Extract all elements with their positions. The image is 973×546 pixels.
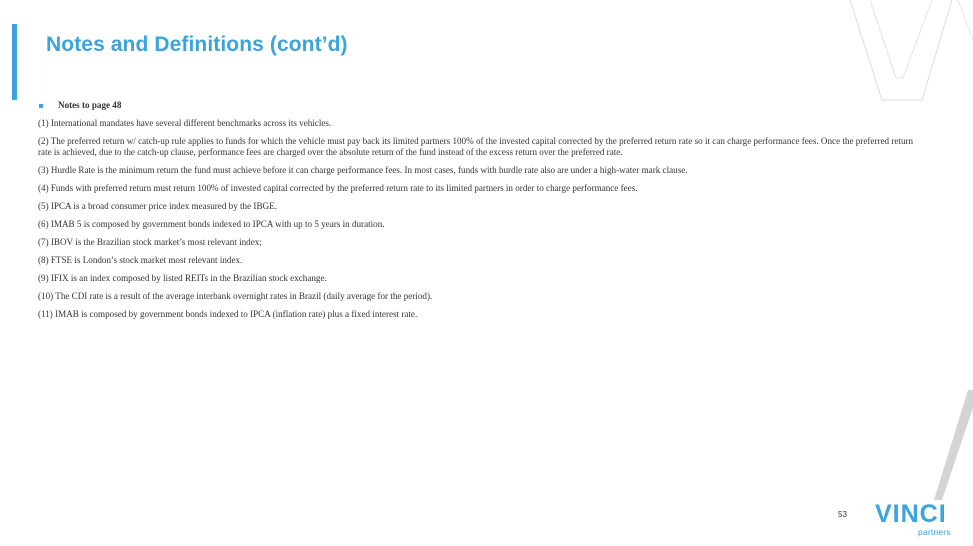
vinci-partners-logo bbox=[872, 500, 962, 543]
note-9: (9) IFIX is an index composed by listed REITs in the Brazilian stock exchange. bbox=[38, 273, 327, 284]
note-6: (6) IMAB 5 is composed by government bonds indexed to IPCA with up to 5 years in duration. bbox=[38, 219, 385, 230]
note-2: (2) The preferred return w/ catch-up rule applies to funds for which the vehicle must pay back its limited partners 100% of the invested capital corrected by the preferred return rate so it can charge performance fees. Once the preferred return rate is achieved, due to the catch-up clause, performance fees are charged over the absolute return of the fund instead of the excess return over the preferred rate. bbox=[38, 135, 914, 158]
logo-tagline: partners bbox=[918, 527, 951, 537]
note-8: (8) FTSE is London’s stock market most relevant index. bbox=[38, 255, 243, 266]
page-title: Notes and Definitions (cont’d) bbox=[46, 33, 348, 56]
note-5: (5) IPCA is a broad consumer price index measured by the IBGE. bbox=[38, 201, 277, 212]
decorative-stripe bbox=[920, 390, 973, 500]
page-number: 53 bbox=[838, 510, 847, 519]
note-3: (3) Hurdle Rate is the minimum return the fund must achieve before it can charge performance fees. In most cases, funds with hurdle rate also are under a high-water mark clause. bbox=[38, 165, 688, 176]
note-4: (4) Funds with preferred return must return 100% of invested capital corrected by the preferred return rate to its limited partners in order to charge performance fees. bbox=[38, 183, 638, 194]
notes-heading-text: Notes to page 48 bbox=[58, 100, 122, 110]
note-7: (7) IBOV is the Brazilian stock market’s most relevant index; bbox=[38, 237, 262, 248]
bullet-icon bbox=[39, 104, 43, 108]
notes-heading bbox=[38, 100, 918, 112]
note-11: (11) IMAB is composed by government bonds indexed to IPCA (inflation rate) plus a fixed interest rate. bbox=[38, 309, 418, 320]
decorative-v-outline bbox=[840, 0, 973, 105]
logo-wordmark: VINCI bbox=[875, 500, 947, 528]
title-accent-bar bbox=[12, 24, 17, 100]
note-10: (10) The CDI rate is a result of the average interbank overnight rates in Brazil (daily average for the period). bbox=[38, 291, 433, 302]
notes-content bbox=[38, 100, 918, 327]
note-1: (1) International mandates have several different benchmarks across its vehicles. bbox=[38, 117, 332, 128]
